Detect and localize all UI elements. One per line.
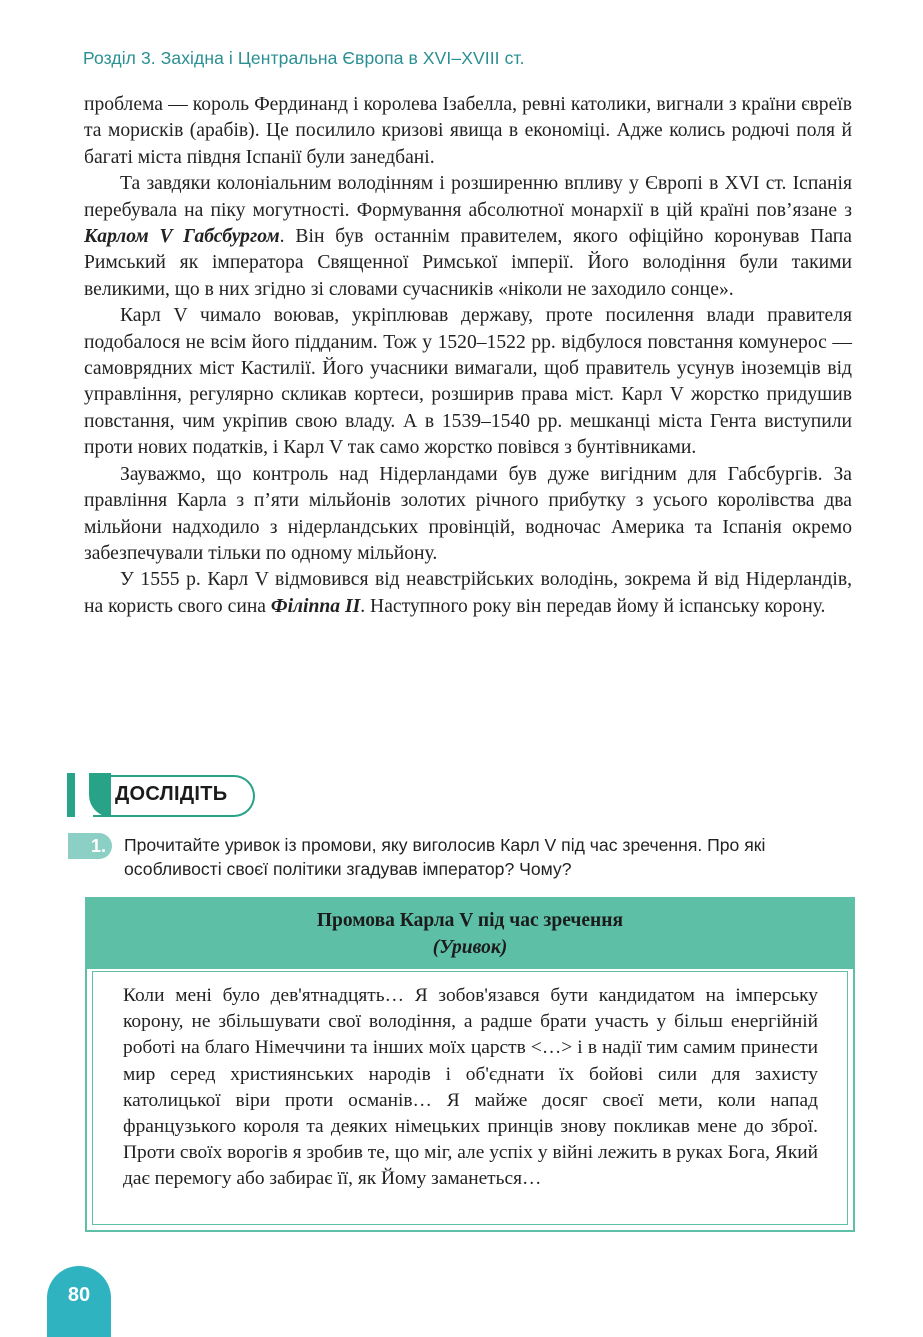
source-excerpt-box [85, 897, 855, 1232]
term-charles-v: Карлом V Габсбургом [84, 226, 280, 248]
paragraph-1: проблема — король Фердинанд і королева Ізабелла, ревні католики, вигнали з країни євреїв та морисків (арабів). Це посилило кризові явища в економіці. Адже колись родючі поля й багаті міста півдня Іспанії були занедбані. [84, 94, 852, 168]
source-text: Коли мені було дев'ятнадцять… Я зобов'язався бути кандидатом на імперську корону, не збільшувати свої володіння, а радше брати участь у більш енергійній роботі на благо Німеччини та інших моїх царств <…> і в надії тим самим принести мир серед християнських народів і об'єднати їх бойові сили для захисту католицької віри проти османів… Я майже досяг своєї мети, коли напад французького короля та деяких німецьких принців знову покликав мене до зброї. Проти своїх ворогів я зробив те, що міг, але успіх у війні лежить в руках Бога, Який дає перемогу або забирає її, як Йому заманеться… [123, 985, 818, 1190]
explore-label: ДОСЛІДІТЬ [115, 783, 228, 805]
paragraph-2-text-b: . Він був останнім правителем, якого офіційно коронував Папа Римський як імператора Священної Римської імперії. Його володіння були такими великими, що в них згідно зі словами сучасників «ніколи не заходило сонце». [84, 226, 852, 300]
main-text [84, 92, 852, 620]
paragraph-5 [84, 567, 852, 620]
paragraph-3: Карл V чимало воював, укріплював державу, проте посилення влади правителя подобалося не всім його підданим. Тож у 1520–1522 рр. відбулося повстання комунерос — самоврядних міст Кастилії. Його учасники вимагали, щоб правитель усунув іноземців від управління, регулярно скликав кортеси, розширив права міст. Карл V жорстко придушив повстання, чим укріпив свою владу. А в 1539–1540 рр. мешканці міста Гента виступили проти нових податків, і Карл V так само жорстко повівся з бунтівниками. [84, 305, 852, 459]
explore-section-badge [67, 773, 257, 817]
term-philip-ii: Філіппа II [270, 595, 361, 617]
paragraph-4: Зауважмо, що контроль над Нідерландами був дуже вигідним для Габсбургів. За правління Карла з п’яти мільйонів золотих річного прибутку з усього королівства два мільйони надходило з нідерландських провінцій, водночас Америка та Іспанія окремо забезпечували тільки по одному мільйону. [84, 463, 852, 564]
paragraph-5-text-b: . Наступного року він передав йому й іспанську корону. [360, 595, 826, 617]
paragraph-2-text-a: Та завдяки колоніальним володінням і розширенню впливу у Європі в XVI ст. Іспанія перебувала на піку могутності. Формування абсолютної монархії в цій країні пов’язане з [84, 173, 852, 221]
page-number: 80 [47, 1266, 111, 1337]
chapter-header: Розділ 3. Західна і Центральна Європа в XVI–XVIII ст. [83, 48, 525, 68]
source-title: Промова Карла V під час зречення [316, 910, 624, 931]
source-subtitle: (Уривок) [432, 937, 508, 958]
badge-stripe-icon [67, 773, 75, 817]
paragraph-2 [84, 171, 852, 303]
source-header [87, 899, 853, 969]
task-number-badge: 1. [68, 833, 112, 859]
paragraph-5-text-a: У 1555 р. Карл V відмовився від неавстрійських володінь, зокрема й від Нідерландів, на користь свого сина [84, 569, 852, 617]
task-text: Прочитайте уривок із промови, яку виголосив Карл V під час зречення. Про які особливості своєї політики згадував імператор? Чому? [124, 835, 766, 879]
